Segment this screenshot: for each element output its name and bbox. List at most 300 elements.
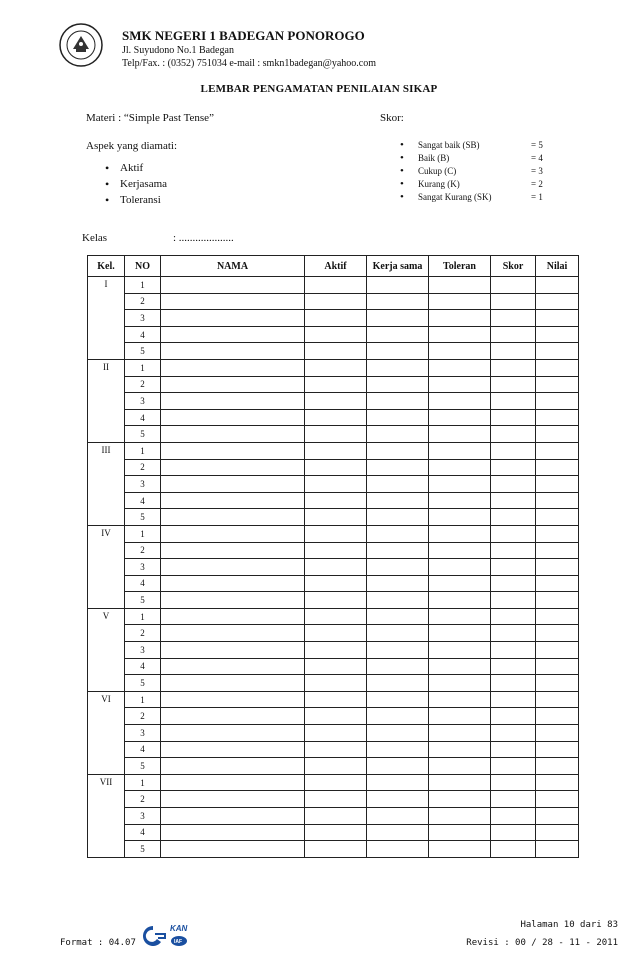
toleran-cell[interactable] <box>429 376 491 393</box>
skor-item <box>398 178 558 191</box>
nilai-cell[interactable] <box>536 642 579 659</box>
nama-cell[interactable] <box>161 393 305 410</box>
page-number: Halaman 10 dari 83 <box>520 920 618 930</box>
nilai-cell[interactable] <box>536 708 579 725</box>
kerja-sama-cell[interactable] <box>367 808 429 825</box>
aktif-cell[interactable] <box>305 625 367 642</box>
nama-cell[interactable] <box>161 575 305 592</box>
nilai-cell[interactable] <box>536 625 579 642</box>
row-number: 2 <box>125 293 161 310</box>
skor-cell[interactable] <box>491 725 536 742</box>
skor-cell[interactable] <box>491 691 536 708</box>
nama-cell[interactable] <box>161 409 305 426</box>
aktif-cell[interactable] <box>305 525 367 542</box>
group-cell <box>88 608 125 691</box>
skor-cell[interactable] <box>491 277 536 294</box>
skor-cell[interactable] <box>491 376 536 393</box>
skor-cell[interactable] <box>491 310 536 327</box>
group-label: II <box>103 361 109 372</box>
kerja-sama-cell[interactable] <box>367 608 429 625</box>
group-cell <box>88 442 125 525</box>
kerja-sama-cell[interactable] <box>367 741 429 758</box>
table-row <box>88 708 579 725</box>
skor-cell[interactable] <box>491 459 536 476</box>
skor-item <box>398 139 558 152</box>
nama-cell[interactable] <box>161 277 305 294</box>
row-number: 4 <box>125 575 161 592</box>
school-name: SMK NEGERI 1 BADEGAN PONOROGO <box>122 28 365 43</box>
skor-cell[interactable] <box>491 343 536 360</box>
school-address: Jl. Suyudono No.1 Badegan <box>122 45 234 56</box>
row-number: 4 <box>125 492 161 509</box>
nama-cell[interactable] <box>161 459 305 476</box>
row-number: 5 <box>125 426 161 443</box>
nama-cell[interactable] <box>161 426 305 443</box>
nilai-cell[interactable] <box>536 376 579 393</box>
toleran-cell[interactable] <box>429 326 491 343</box>
skor-cell[interactable] <box>491 741 536 758</box>
skor-cell[interactable] <box>491 293 536 310</box>
group-label: VII <box>99 776 113 787</box>
skor-item-label: Cukup (C) <box>418 166 457 176</box>
kerja-sama-cell[interactable] <box>367 525 429 542</box>
table-row <box>88 691 579 708</box>
toleran-cell[interactable] <box>429 608 491 625</box>
group-cell <box>88 525 125 608</box>
kerja-sama-cell[interactable] <box>367 575 429 592</box>
table-row <box>88 808 579 825</box>
kerja-sama-cell[interactable] <box>367 476 429 493</box>
table-row <box>88 542 579 559</box>
toleran-cell[interactable] <box>429 310 491 327</box>
nama-cell[interactable] <box>161 559 305 576</box>
kerja-sama-cell[interactable] <box>367 758 429 775</box>
table-row <box>88 625 579 642</box>
kerja-sama-cell[interactable] <box>367 376 429 393</box>
nilai-cell[interactable] <box>536 808 579 825</box>
toleran-cell[interactable] <box>429 625 491 642</box>
skor-cell[interactable] <box>491 442 536 459</box>
nama-cell[interactable] <box>161 625 305 642</box>
header-nilai: Nilai <box>536 256 579 277</box>
row-number: 5 <box>125 841 161 858</box>
nama-cell[interactable] <box>161 376 305 393</box>
skor-cell[interactable] <box>491 492 536 509</box>
table-row <box>88 359 579 376</box>
kerja-sama-cell[interactable] <box>367 592 429 609</box>
kerja-sama-cell[interactable] <box>367 509 429 526</box>
svg-text:IAF: IAF <box>174 939 183 945</box>
row-number: 3 <box>125 808 161 825</box>
table-header-row <box>88 256 579 277</box>
toleran-cell[interactable] <box>429 293 491 310</box>
toleran-cell[interactable] <box>429 343 491 360</box>
skor-cell[interactable] <box>491 841 536 858</box>
kerja-sama-cell[interactable] <box>367 426 429 443</box>
aktif-cell[interactable] <box>305 642 367 659</box>
skor-cell[interactable] <box>491 608 536 625</box>
kelas-label: Kelas <box>82 232 108 244</box>
skor-cell[interactable] <box>491 625 536 642</box>
skor-cell[interactable] <box>491 525 536 542</box>
toleran-cell[interactable] <box>429 592 491 609</box>
nama-cell[interactable] <box>161 359 305 376</box>
kerja-sama-cell[interactable] <box>367 343 429 360</box>
toleran-cell[interactable] <box>429 575 491 592</box>
aktif-cell[interactable] <box>305 824 367 841</box>
row-number: 3 <box>125 559 161 576</box>
aktif-cell[interactable] <box>305 509 367 526</box>
kerja-sama-cell[interactable] <box>367 277 429 294</box>
toleran-cell[interactable] <box>429 642 491 659</box>
nilai-cell[interactable] <box>536 492 579 509</box>
skor-cell[interactable] <box>491 824 536 841</box>
toleran-cell[interactable] <box>429 758 491 775</box>
nilai-cell[interactable] <box>536 293 579 310</box>
nama-cell[interactable] <box>161 492 305 509</box>
toleran-cell[interactable] <box>429 476 491 493</box>
nama-cell[interactable] <box>161 791 305 808</box>
skor-cell[interactable] <box>491 559 536 576</box>
skor-cell[interactable] <box>491 426 536 443</box>
aktif-cell[interactable] <box>305 442 367 459</box>
skor-cell[interactable] <box>491 542 536 559</box>
nama-cell[interactable] <box>161 293 305 310</box>
aktif-cell[interactable] <box>305 758 367 775</box>
skor-cell[interactable] <box>491 592 536 609</box>
nilai-cell[interactable] <box>536 592 579 609</box>
row-number: 5 <box>125 675 161 692</box>
kerja-sama-cell[interactable] <box>367 791 429 808</box>
aktif-cell[interactable] <box>305 658 367 675</box>
nilai-cell[interactable] <box>536 608 579 625</box>
row-number: 3 <box>125 725 161 742</box>
row-number: 5 <box>125 343 161 360</box>
nilai-cell[interactable] <box>536 476 579 493</box>
aktif-cell[interactable] <box>305 791 367 808</box>
aktif-cell[interactable] <box>305 691 367 708</box>
aktif-cell[interactable] <box>305 575 367 592</box>
skor-cell[interactable] <box>491 658 536 675</box>
group-cell <box>88 774 125 857</box>
nilai-cell[interactable] <box>536 575 579 592</box>
toleran-cell[interactable] <box>429 442 491 459</box>
nilai-cell[interactable] <box>536 559 579 576</box>
row-number: 4 <box>125 824 161 841</box>
nama-cell[interactable] <box>161 675 305 692</box>
kerja-sama-cell[interactable] <box>367 841 429 858</box>
skor-cell[interactable] <box>491 326 536 343</box>
table-row <box>88 442 579 459</box>
skor-cell[interactable] <box>491 774 536 791</box>
row-number: 2 <box>125 625 161 642</box>
kerja-sama-cell[interactable] <box>367 393 429 410</box>
row-number: 2 <box>125 791 161 808</box>
toleran-cell[interactable] <box>429 492 491 509</box>
toleran-cell[interactable] <box>429 691 491 708</box>
aktif-cell[interactable] <box>305 708 367 725</box>
table-row <box>88 277 579 294</box>
aktif-cell[interactable] <box>305 492 367 509</box>
toleran-cell[interactable] <box>429 509 491 526</box>
group-label: IV <box>101 527 111 538</box>
row-number: 1 <box>125 774 161 791</box>
nilai-cell[interactable] <box>536 675 579 692</box>
row-number: 1 <box>125 277 161 294</box>
toleran-cell[interactable] <box>429 542 491 559</box>
nilai-cell[interactable] <box>536 691 579 708</box>
toleran-cell[interactable] <box>429 359 491 376</box>
aktif-cell[interactable] <box>305 808 367 825</box>
nilai-cell[interactable] <box>536 326 579 343</box>
materi-text: Materi : “Simple Past Tense” <box>86 112 214 124</box>
aspek-list <box>103 160 167 208</box>
aktif-cell[interactable] <box>305 459 367 476</box>
row-number: 5 <box>125 592 161 609</box>
row-number: 5 <box>125 509 161 526</box>
group-label: V <box>102 610 110 621</box>
skor-cell[interactable] <box>491 393 536 410</box>
nilai-cell[interactable] <box>536 459 579 476</box>
toleran-cell[interactable] <box>429 791 491 808</box>
nama-cell[interactable] <box>161 343 305 360</box>
kerja-sama-cell[interactable] <box>367 675 429 692</box>
row-number: 4 <box>125 741 161 758</box>
nama-cell[interactable] <box>161 774 305 791</box>
toleran-cell[interactable] <box>429 841 491 858</box>
table-row <box>88 725 579 742</box>
aspek-item: • Toleransi <box>103 192 167 208</box>
nama-cell[interactable] <box>161 542 305 559</box>
kerja-sama-cell[interactable] <box>367 409 429 426</box>
aktif-cell[interactable] <box>305 675 367 692</box>
kerja-sama-cell[interactable] <box>367 310 429 327</box>
kerja-sama-cell[interactable] <box>367 625 429 642</box>
aktif-cell[interactable] <box>305 774 367 791</box>
kerja-sama-cell[interactable] <box>367 442 429 459</box>
nama-cell[interactable] <box>161 525 305 542</box>
kerja-sama-cell[interactable] <box>367 691 429 708</box>
toleran-cell[interactable] <box>429 658 491 675</box>
kerja-sama-cell[interactable] <box>367 492 429 509</box>
skor-item <box>398 165 558 178</box>
skor-item-value: = 3 <box>531 166 543 176</box>
toleran-cell[interactable] <box>429 741 491 758</box>
aktif-cell[interactable] <box>305 393 367 410</box>
aktif-cell[interactable] <box>305 542 367 559</box>
nilai-cell[interactable] <box>536 393 579 410</box>
aktif-cell[interactable] <box>305 310 367 327</box>
nilai-cell[interactable] <box>536 542 579 559</box>
skor-item-label: Kurang (K) <box>418 179 460 189</box>
nilai-cell[interactable] <box>536 509 579 526</box>
nilai-cell[interactable] <box>536 310 579 327</box>
row-number: 4 <box>125 409 161 426</box>
skor-item-value: = 1 <box>531 192 543 202</box>
toleran-cell[interactable] <box>429 559 491 576</box>
nama-cell[interactable] <box>161 310 305 327</box>
table-row <box>88 741 579 758</box>
kerja-sama-cell[interactable] <box>367 326 429 343</box>
row-number: 5 <box>125 758 161 775</box>
nilai-cell[interactable] <box>536 343 579 360</box>
nilai-cell[interactable] <box>536 277 579 294</box>
nama-cell[interactable] <box>161 442 305 459</box>
skor-item-label: Sangat Kurang (SK) <box>418 192 492 202</box>
table-row <box>88 675 579 692</box>
nama-cell[interactable] <box>161 824 305 841</box>
kerja-sama-cell[interactable] <box>367 642 429 659</box>
header-no: NO <box>125 256 161 277</box>
aktif-cell[interactable] <box>305 608 367 625</box>
skor-cell[interactable] <box>491 575 536 592</box>
aktif-cell[interactable] <box>305 326 367 343</box>
kelas-value: : .................... <box>173 232 234 244</box>
aktif-cell[interactable] <box>305 376 367 393</box>
aktif-cell[interactable] <box>305 841 367 858</box>
skor-cell[interactable] <box>491 642 536 659</box>
nilai-cell[interactable] <box>536 426 579 443</box>
group-label: III <box>101 444 111 455</box>
aktif-cell[interactable] <box>305 426 367 443</box>
row-number: 2 <box>125 542 161 559</box>
aktif-cell[interactable] <box>305 293 367 310</box>
aktif-cell[interactable] <box>305 559 367 576</box>
nilai-cell[interactable] <box>536 359 579 376</box>
nilai-cell[interactable] <box>536 824 579 841</box>
toleran-cell[interactable] <box>429 409 491 426</box>
table-row <box>88 310 579 327</box>
group-label: VI <box>101 693 111 704</box>
table-row <box>88 409 579 426</box>
nama-cell[interactable] <box>161 691 305 708</box>
table-row <box>88 509 579 526</box>
toleran-cell[interactable] <box>429 708 491 725</box>
nilai-cell[interactable] <box>536 409 579 426</box>
nilai-cell[interactable] <box>536 741 579 758</box>
kerja-sama-cell[interactable] <box>367 658 429 675</box>
aktif-cell[interactable] <box>305 359 367 376</box>
aktif-cell[interactable] <box>305 343 367 360</box>
nama-cell[interactable] <box>161 642 305 659</box>
group-label: I <box>104 279 108 289</box>
nilai-cell[interactable] <box>536 841 579 858</box>
table-row <box>88 525 579 542</box>
skor-item-value: = 5 <box>531 140 543 150</box>
nilai-cell[interactable] <box>536 758 579 775</box>
kerja-sama-cell[interactable] <box>367 824 429 841</box>
row-number: 2 <box>125 376 161 393</box>
table-body <box>88 277 579 858</box>
nama-cell[interactable] <box>161 708 305 725</box>
aktif-cell[interactable] <box>305 741 367 758</box>
kerja-sama-cell[interactable] <box>367 708 429 725</box>
skor-cell[interactable] <box>491 409 536 426</box>
nilai-cell[interactable] <box>536 791 579 808</box>
kerja-sama-cell[interactable] <box>367 359 429 376</box>
skor-cell[interactable] <box>491 708 536 725</box>
assessment-table <box>87 255 579 858</box>
kerja-sama-cell[interactable] <box>367 542 429 559</box>
kerja-sama-cell[interactable] <box>367 293 429 310</box>
aktif-cell[interactable] <box>305 409 367 426</box>
skor-cell[interactable] <box>491 758 536 775</box>
nama-cell[interactable] <box>161 841 305 858</box>
toleran-cell[interactable] <box>429 675 491 692</box>
nama-cell[interactable] <box>161 592 305 609</box>
aktif-cell[interactable] <box>305 725 367 742</box>
aktif-cell[interactable] <box>305 592 367 609</box>
skor-cell[interactable] <box>491 808 536 825</box>
nama-cell[interactable] <box>161 509 305 526</box>
kerja-sama-cell[interactable] <box>367 459 429 476</box>
skor-cell[interactable] <box>491 791 536 808</box>
table-row <box>88 592 579 609</box>
toleran-cell[interactable] <box>429 824 491 841</box>
nama-cell[interactable] <box>161 725 305 742</box>
toleran-cell[interactable] <box>429 725 491 742</box>
kerja-sama-cell[interactable] <box>367 559 429 576</box>
table-row <box>88 559 579 576</box>
nama-cell[interactable] <box>161 758 305 775</box>
aktif-cell[interactable] <box>305 277 367 294</box>
toleran-cell[interactable] <box>429 459 491 476</box>
toleran-cell[interactable] <box>429 808 491 825</box>
skor-list <box>398 139 558 204</box>
skor-item-value: = 4 <box>531 153 543 163</box>
nama-cell[interactable] <box>161 808 305 825</box>
toleran-cell[interactable] <box>429 393 491 410</box>
toleran-cell[interactable] <box>429 426 491 443</box>
skor-cell[interactable] <box>491 675 536 692</box>
row-number: 1 <box>125 525 161 542</box>
nama-cell[interactable] <box>161 608 305 625</box>
toleran-cell[interactable] <box>429 277 491 294</box>
row-number: 3 <box>125 476 161 493</box>
kerja-sama-cell[interactable] <box>367 725 429 742</box>
row-number: 3 <box>125 642 161 659</box>
row-number: 1 <box>125 359 161 376</box>
skor-cell[interactable] <box>491 476 536 493</box>
header-toleran: Toleran <box>429 256 491 277</box>
nilai-cell[interactable] <box>536 442 579 459</box>
toleran-cell[interactable] <box>429 774 491 791</box>
nama-cell[interactable] <box>161 658 305 675</box>
school-contact: Telp/Fax. : (0352) 751034 e-mail : smkn1badegan@yahoo.com <box>122 58 377 69</box>
nilai-cell[interactable] <box>536 774 579 791</box>
table-row <box>88 476 579 493</box>
nama-cell[interactable] <box>161 741 305 758</box>
row-number: 2 <box>125 459 161 476</box>
nama-cell[interactable] <box>161 476 305 493</box>
skor-cell[interactable] <box>491 509 536 526</box>
table-row <box>88 774 579 791</box>
row-number: 4 <box>125 326 161 343</box>
table-row <box>88 642 579 659</box>
aspek-item: • Aktif <box>103 160 167 176</box>
nilai-cell[interactable] <box>536 725 579 742</box>
nilai-cell[interactable] <box>536 658 579 675</box>
nilai-cell[interactable] <box>536 525 579 542</box>
table-row <box>88 492 579 509</box>
toleran-cell[interactable] <box>429 525 491 542</box>
kerja-sama-cell[interactable] <box>367 774 429 791</box>
table-row <box>88 791 579 808</box>
aktif-cell[interactable] <box>305 476 367 493</box>
nama-cell[interactable] <box>161 326 305 343</box>
table-row <box>88 841 579 858</box>
skor-cell[interactable] <box>491 359 536 376</box>
